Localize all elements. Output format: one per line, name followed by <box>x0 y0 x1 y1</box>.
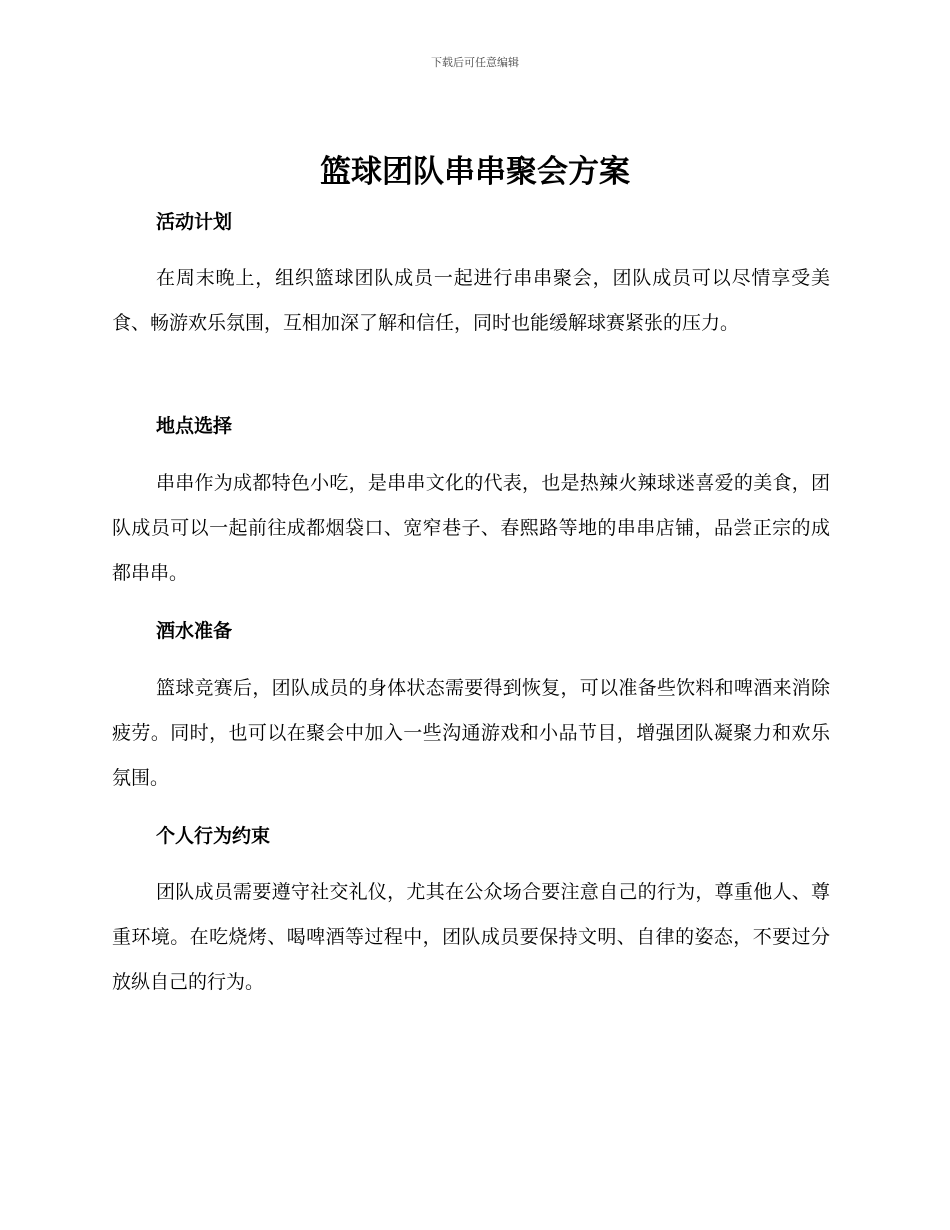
section-heading-activity-plan: 活动计划 <box>156 211 233 233</box>
section-heading-location: 地点选择 <box>156 415 233 437</box>
section-heading-drinks: 酒水准备 <box>156 620 233 642</box>
section-paragraph-conduct: 团队成员需要遵守社交礼仪，尤其在公众场合要注意自己的行为，尊重他人、尊重环境。在吃烧烤、喝啤酒等过程中，团队成员要保持文明、自律的姿态，不要过分放纵自己的行为。 <box>112 881 830 993</box>
section-paragraph-drinks: 篮球竞赛后，团队成员的身体状态需要得到恢复，可以准备些饮料和啤酒来消除疲劳。同时，也可以在聚会中加入一些沟通游戏和小品节目，增强团队凝聚力和欢乐氛围。 <box>112 677 830 789</box>
section-paragraph-activity-plan: 在周末晚上，组织篮球团队成员一起进行串串聚会，团队成员可以尽情享受美食、畅游欢乐氛围，互相加深了解和信任，同时也能缓解球赛紧张的压力。 <box>112 267 830 334</box>
section-heading-conduct: 个人行为约束 <box>156 825 271 847</box>
document-title: 篮球团队串串聚会方案 <box>320 154 630 190</box>
section-paragraph-location: 串串作为成都特色小吃，是串串文化的代表，也是热辣火辣球迷喜爱的美食，团队成员可以一起前往成都烟袋口、宽窄巷子、春熙路等地的串串店铺，品尝正宗的成都串串。 <box>112 472 830 584</box>
header-note: 下载后可任意编辑 <box>431 56 519 69</box>
